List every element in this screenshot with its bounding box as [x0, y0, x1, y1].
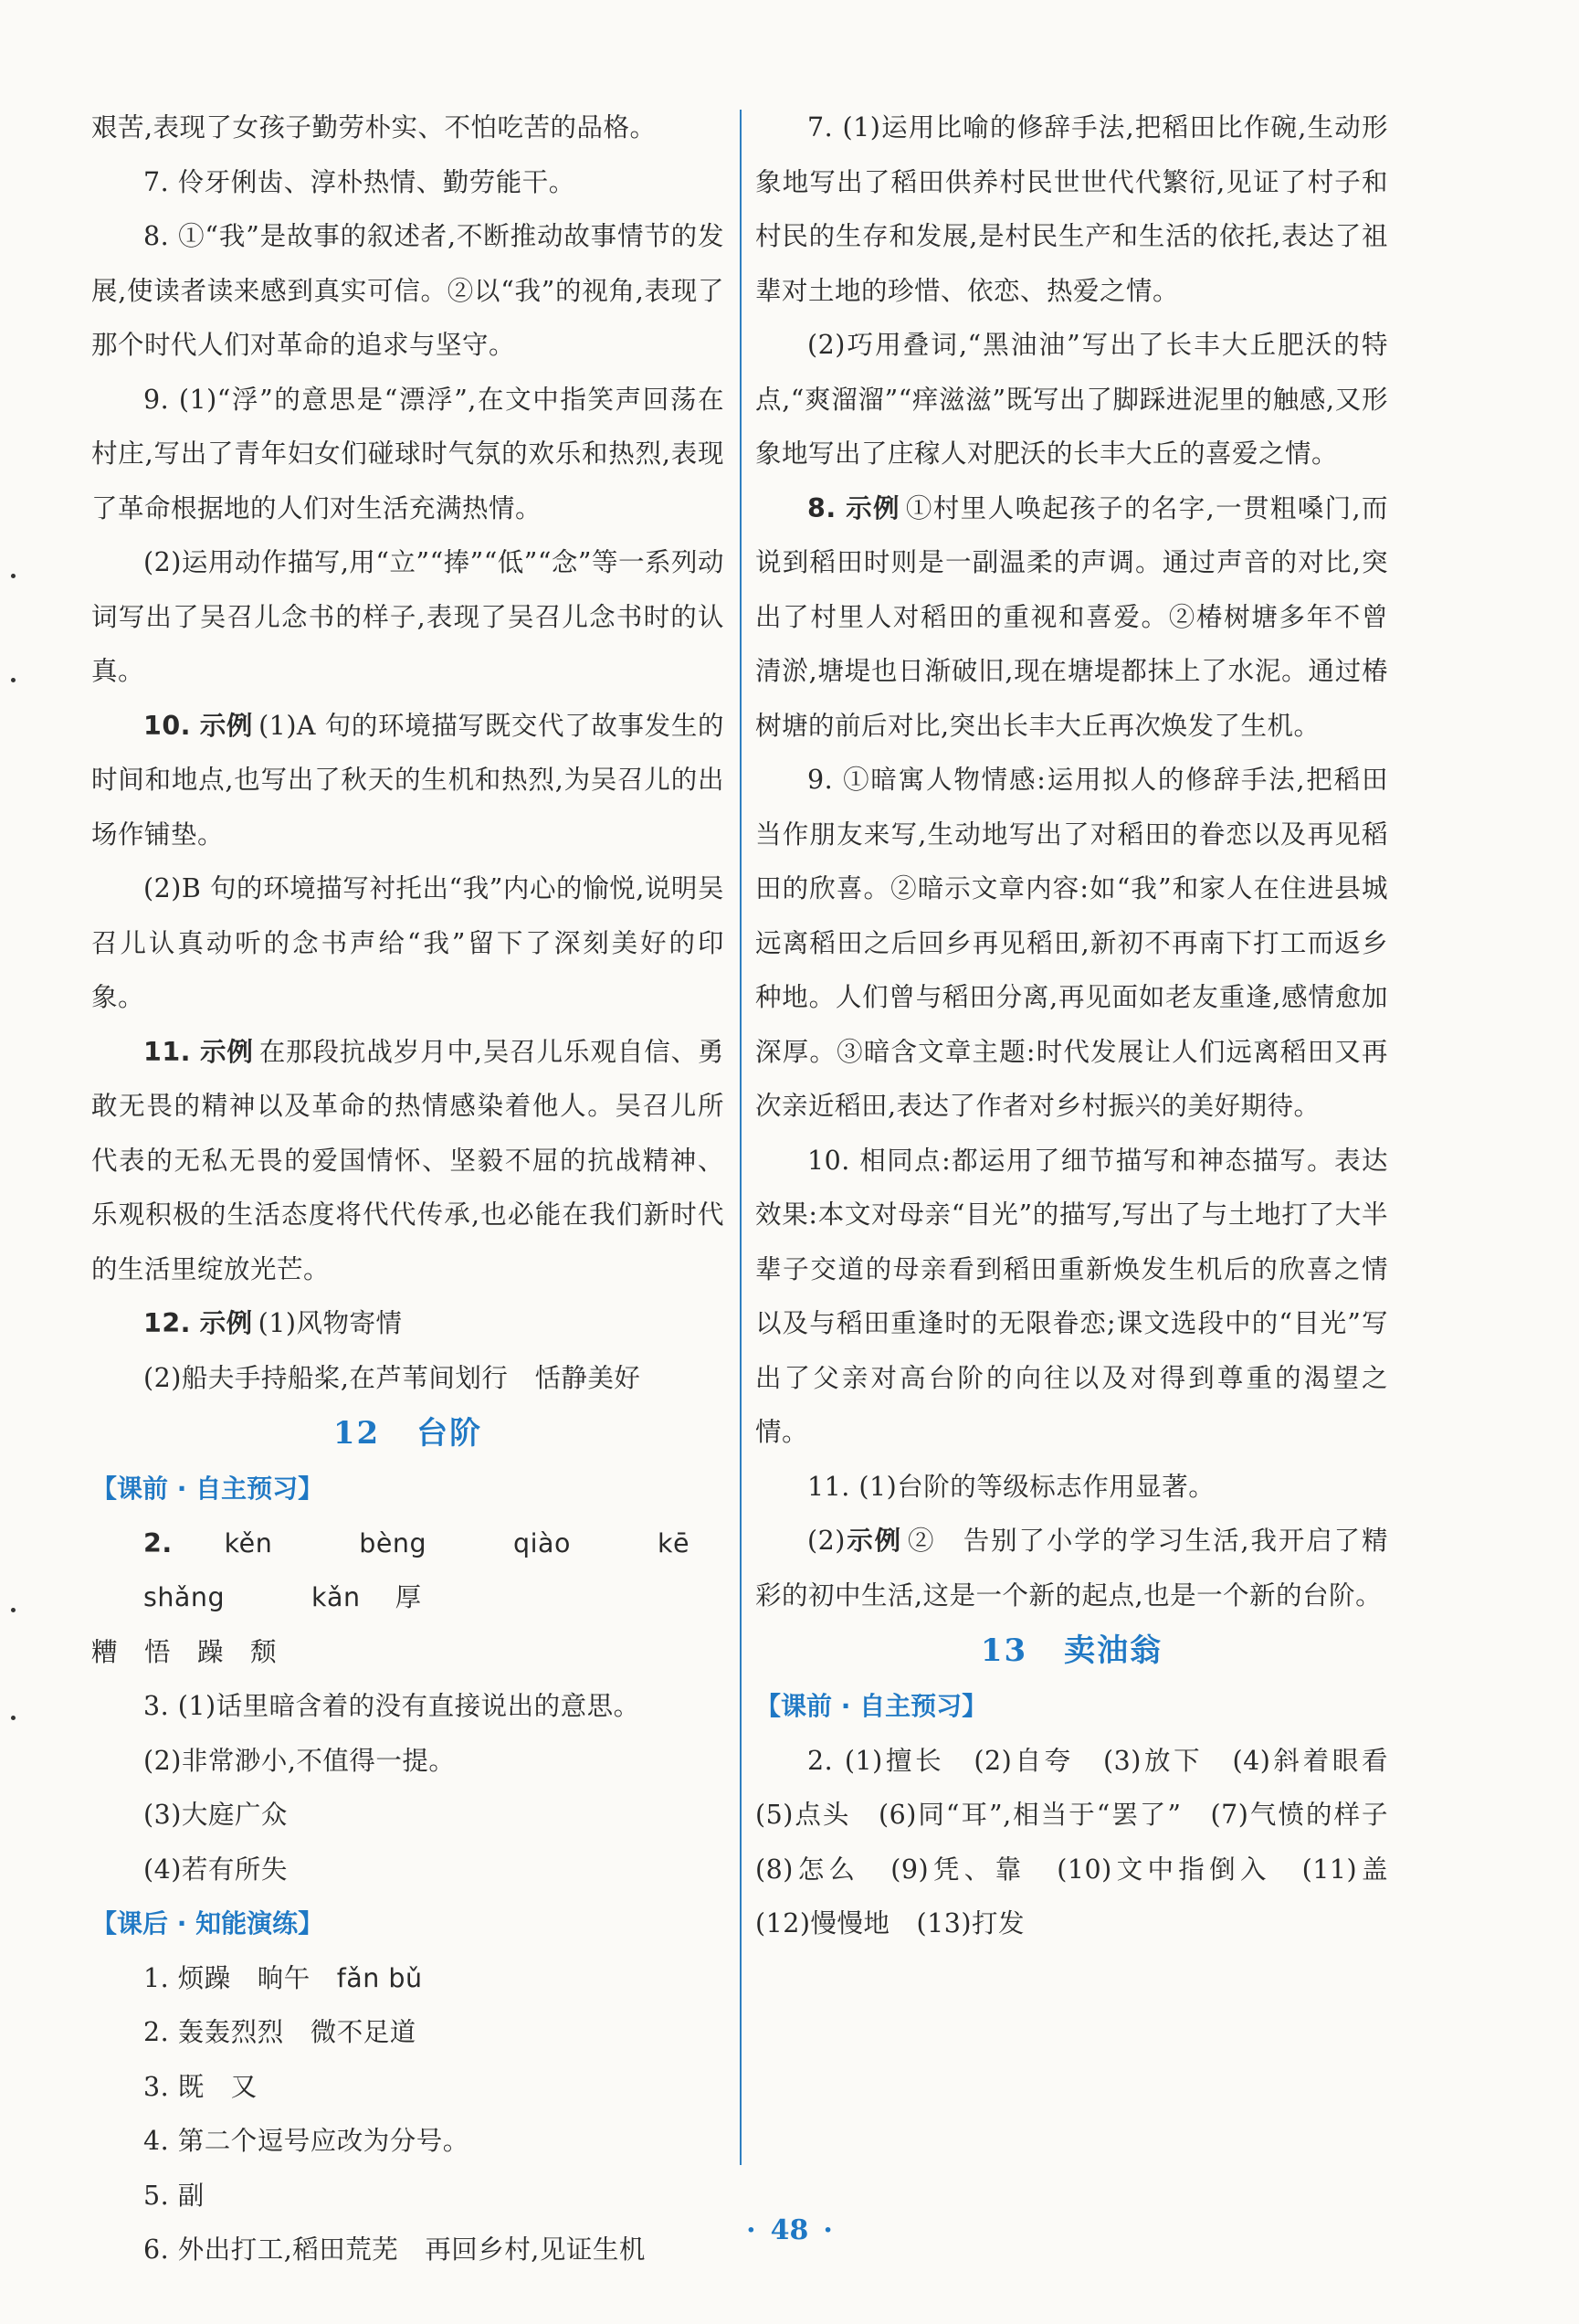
answer-8 — [755, 481, 1388, 754]
answer-11-1: 11. (1)台阶的等级标志作用显著。 — [807, 1471, 1216, 1502]
answer-pre-3-4: (4)若有所失 — [143, 1854, 288, 1885]
question-number: 2. — [143, 1527, 173, 1558]
pinyin: kē — [657, 1527, 690, 1558]
answer-text: ①村里人唤起孩子的名字,一贯粗嗓门,而说到稻田时则是一副温柔的声调。通过声音的对比,突出了村里人对稻田的重视和喜爱。②椿树塘多年不曾清淤,塘堤也日渐破旧,现在塘堤都抹上了水泥。通过椿树塘的前后对比,突出长丰大丘再次焕发了生机。 — [755, 492, 1388, 741]
answer-11-2 — [755, 1514, 1388, 1622]
footer-dot: · — [746, 2214, 756, 2246]
answer-7-1: 7. (1)运用比喻的修辞手法,把稻田比作碗,生动形象地写出了稻田供养村民世世代代繁衍,见证了村子和村民的生存和发展,是村民生产和生活的依托,表达了祖辈对土地的珍惜、依恋、热爱之情。 — [755, 112, 1388, 306]
answer-text: 在那段抗战岁月中,吴召儿乐观自信、勇敢无畏的精神以及革命的热情感染着他人。吴召儿所代表的无私无畏的爱国情怀、坚毅不屈的抗战精神、乐观积极的生活态度将代代传承,也必能在我们新时代的生活里绽放光芒。 — [91, 1036, 724, 1284]
page-number: 48 — [770, 2214, 809, 2246]
answer-text: 1. 烦躁 晌午 — [143, 1962, 337, 1993]
answer-text: ② 告别了小学的学习生活,我开启了精彩的初中生活,这是一个新的起点,也是一个新的台阶。 — [755, 1526, 1388, 1611]
pinyin: shǎng — [143, 1582, 226, 1612]
answer-post-3: 3. 既 又 — [143, 2071, 258, 2102]
question-number: 8. — [807, 492, 837, 523]
page-footer — [0, 2214, 1579, 2246]
answer-9-1: 9. (1)“浮”的意思是“漂浮”,在文中指笑声回荡在村庄,写出了青年妇女们碰球时气氛的欢乐和热烈,表现了革命根据地的人们对生活充满热情。 — [91, 384, 724, 523]
answer-8: 8. ①“我”是故事的叙述者,不断推动故事情节的发展,使读者读来感到真实可信。②以“我”的视角,表现了那个时代人们对革命的追求与坚守。 — [91, 221, 724, 360]
lesson-name: 卖油翁 — [1064, 1632, 1163, 1669]
answer-post-2: 2. 轰轰烈烈 微不足道 — [143, 2017, 416, 2047]
lesson-title — [91, 1405, 724, 1462]
answer-post-1 — [91, 1951, 724, 2006]
pinyin: kǎn — [311, 1582, 361, 1612]
answer-11 — [91, 1025, 724, 1297]
answer-post-5: 5. 副 — [143, 2180, 205, 2211]
example-label: 示例 — [845, 1526, 903, 1556]
answer-7-2: (2)巧用叠词,“黑油油”写出了长丰大丘肥沃的特点,“爽溜溜”“痒滋滋”既写出了脚踩进泥里的触感,又形象地写出了庄稼人对肥沃的长丰大丘的喜爱之情。 — [755, 330, 1388, 469]
answer-text: (1)A 句的环境描写既交代了故事发生的时间和地点,也写出了秋天的生机和热烈,为吴召儿的出场作铺垫。 — [91, 710, 724, 850]
answer-10: 10. 相同点:都运用了细节描写和神态描写。表达效果:本文对母亲“目光”的描写,写出了与土地打了大半辈子交道的母亲看到稻田重新焕发生机后的欣喜之情以及与稻田重逢时的无限眷恋;课文选段中的“目光”写出了父亲对高台阶的向往以及对得到尊重的渴望之情。 — [755, 1145, 1388, 1447]
lesson-title — [755, 1622, 1388, 1679]
pinyin: fǎn bǔ — [336, 1962, 423, 1993]
answer-7: 7. 伶牙俐齿、淳朴热情、勤劳能干。 — [143, 166, 575, 197]
answer-post-4: 4. 第二个逗号应改为分号。 — [143, 2126, 469, 2156]
answer-pre-3-2: (2)非常渺小,不值得一提。 — [143, 1745, 456, 1776]
pinyin: qiào — [513, 1527, 571, 1558]
lesson-number: 13 — [980, 1632, 1028, 1669]
pinyin: kěn — [224, 1527, 273, 1558]
example-label: 示例 — [199, 710, 254, 741]
answer-text: (1)风物寄情 — [258, 1308, 403, 1338]
answer-text: 艰苦,表现了女孩子勤劳朴实、不怕吃苦的品格。 — [91, 112, 657, 143]
margin-dot — [11, 1716, 16, 1720]
right-column — [755, 100, 1416, 1951]
answer-pre-2 — [91, 1516, 724, 1625]
answer-post-6: 6. 外出打工,稻田荒芜 再回乡村,见证生机 — [143, 2234, 646, 2265]
answer-9-2: (2)运用动作描写,用“立”“捧”“低”“念”等一系列动词写出了吴召儿念书的样子,表现了吴召儿念书时的认真。 — [91, 547, 724, 686]
answer-text: 厚 — [395, 1582, 422, 1612]
margin-dot — [11, 678, 16, 682]
answer-pre-3-3: (3)大庭广众 — [143, 1800, 288, 1830]
section-tag-preview: 【课前 · 自主预习】 — [91, 1474, 324, 1504]
question-number: 10. — [143, 710, 191, 741]
answer-pre-2: 2. (1)擅长 (2)自夸 (3)放下 (4)斜着眼看 (5)点头 (6)同“耳”,相当于“罢了” (7)气愤的样子 (8)怎么 (9)凭、靠 (10)文中指倒入 (11)盖 (12)慢慢地 (13)打发 — [755, 1745, 1416, 1938]
answer-12-1 — [91, 1296, 724, 1351]
answer-9: 9. ①暗寓人物情感:运用拟人的修辞手法,把稻田当作朋友来写,生动地写出了对稻田的眷恋以及再见稻田的欣喜。②暗示文章内容:如“我”和家人在住进县城远离稻田之后回乡再见稻田,新初不再南下打工而返乡种地。人们曾与稻田分离,再见面如老友重逢,感情愈加深厚。③暗含文章主题:时代发展让人们远离稻田又再次亲近稻田,表达了作者对乡村振兴的美好期待。 — [755, 765, 1388, 1121]
pinyin: bèng — [359, 1527, 427, 1558]
example-label: 示例 — [846, 492, 900, 523]
column-divider — [740, 110, 742, 2165]
example-label: 示例 — [199, 1308, 253, 1338]
question-number: 12. — [143, 1308, 191, 1338]
example-label: 示例 — [199, 1036, 254, 1067]
footer-dot: · — [823, 2214, 833, 2246]
answer-pre-3-1: 3. (1)话里暗含着的没有直接说出的意思。 — [143, 1691, 640, 1721]
answer-text: (2) — [807, 1526, 846, 1556]
question-number: 11. — [143, 1036, 191, 1067]
lesson-number: 12 — [332, 1415, 381, 1452]
section-tag-practice: 【课后 · 知能演练】 — [91, 1908, 324, 1938]
left-column — [91, 100, 724, 2277]
answer-10-2: (2)B 句的环境描写衬托出“我”内心的愉悦,说明吴召儿认真动听的念书声给“我”留下了深刻美好的印象。 — [91, 873, 724, 1012]
answer-text: 糟 悟 躁 颓 — [91, 1636, 278, 1667]
answer-10-1 — [91, 699, 724, 862]
lesson-name: 台阶 — [416, 1415, 483, 1452]
margin-dot — [11, 1608, 16, 1612]
section-tag-preview: 【课前 · 自主预习】 — [755, 1691, 988, 1721]
margin-dot — [11, 574, 16, 578]
answer-12-2: (2)船夫手持船桨,在芦苇间划行 恬静美好 — [143, 1362, 641, 1393]
